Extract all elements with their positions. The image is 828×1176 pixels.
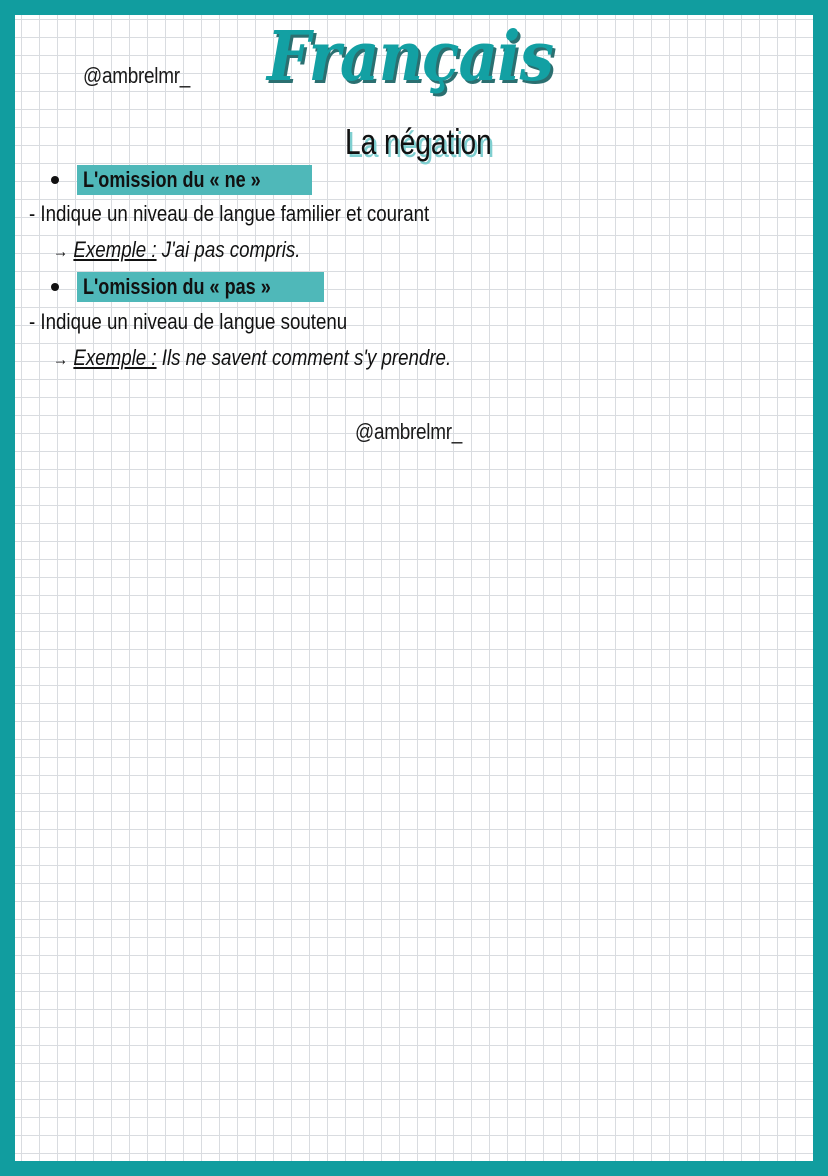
page-subtitle: La négation [345, 121, 492, 162]
section-heading-row [51, 165, 312, 195]
author-handle-top: @ambrelmr_ [83, 63, 191, 88]
author-handle-bottom: @ambrelmr_ [355, 419, 463, 444]
arrow-right-icon: → [53, 241, 69, 261]
notebook-page [15, 15, 813, 1161]
section-heading: L'omission du « ne » [83, 167, 261, 192]
section-description: - Indique un niveau de langue soutenu [29, 309, 348, 334]
section-heading-row [51, 272, 324, 302]
example-label: Exemple : [73, 345, 157, 370]
arrow-right-icon: → [53, 349, 69, 369]
example-text: Ils ne savent comment s'y prendre. [161, 345, 452, 370]
section-description: - Indique un niveau de langue familier et courant [29, 201, 430, 226]
bullet-dot-icon [51, 283, 59, 291]
example-label: Exemple : [73, 237, 157, 262]
heading-highlight [77, 272, 324, 302]
heading-highlight [77, 165, 312, 195]
page-title: Français [267, 17, 554, 97]
example-line [53, 237, 300, 263]
example-text: J'ai pas compris. [161, 237, 301, 262]
bullet-dot-icon [51, 176, 59, 184]
example-line [53, 345, 451, 371]
section-heading: L'omission du « pas » [83, 274, 271, 299]
